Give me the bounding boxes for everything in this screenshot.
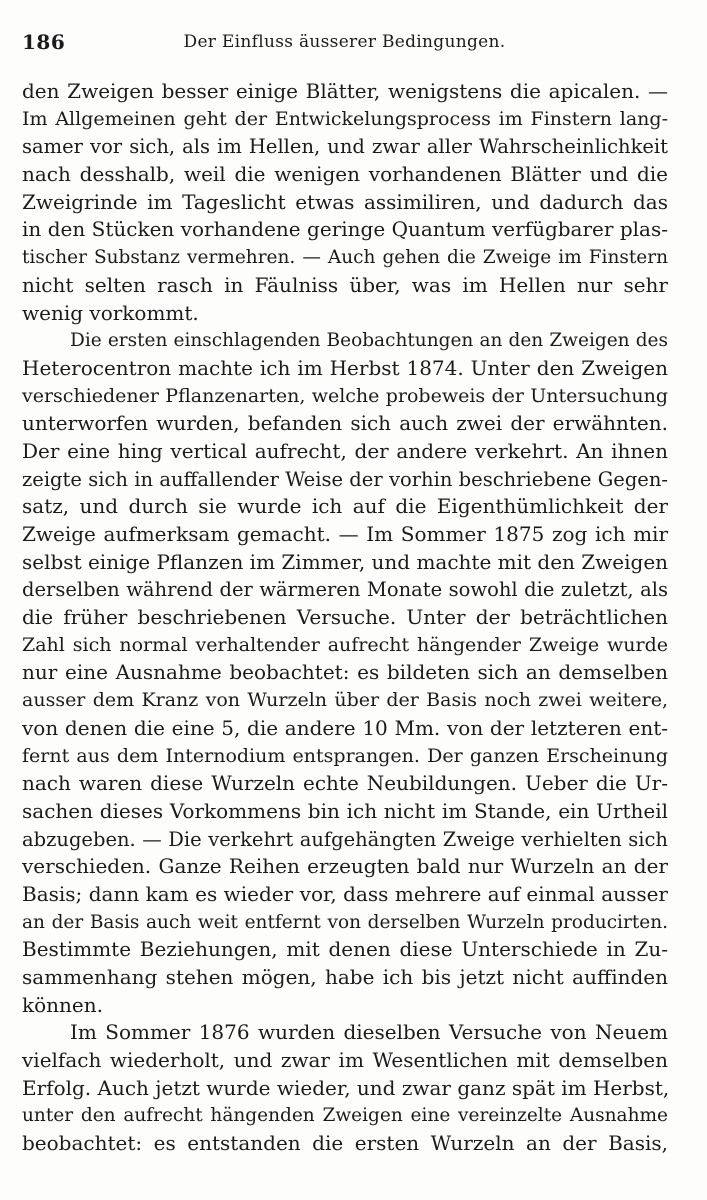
- text-line: von denen die eine 5, die andere 10 Mm. von der letzteren ent-: [22, 715, 668, 740]
- text-line: verschieden. Ganze Reihen erzeugten bald nur Wurzeln an der: [22, 854, 668, 879]
- text-line: können.: [22, 992, 103, 1017]
- text-line: fernt aus dem Internodium entsprangen. Der ganzen Erscheinung: [22, 744, 668, 767]
- text-line: Der eine hing vertical aufrecht, der andere verkehrt. An ihnen: [22, 438, 668, 463]
- text-line: den Zweigen besser einige Blätter, wenigstens die apicalen. —: [22, 79, 668, 103]
- text-line: derselben während der wärmeren Monate sowohl die zuletzt, als: [22, 578, 668, 602]
- text-line: selbst einige Pflanzen im Zimmer, und machte mit den Zweigen: [22, 549, 669, 574]
- text-line: Heterocentron machte ich im Herbst 1874. Unter den Zweigen: [22, 355, 668, 380]
- text-line: zeigte sich in auffallender Weise der vorhin beschriebene Gegen-: [22, 467, 668, 491]
- text-line: samer vor sich, als im Hellen, und zwar aller Wahrscheinlichkeit: [22, 135, 668, 159]
- text-line: nach desshalb, weil die wenigen vorhandenen Blätter und die: [22, 162, 668, 187]
- text-line: wenig vorkommt.: [22, 300, 199, 325]
- text-line: Im Sommer 1876 wurden dieselben Versuche von Neuem: [70, 1020, 668, 1045]
- text-line: Die ersten einschlagenden Beobachtungen an den Zweigen des: [70, 330, 668, 352]
- running-head: Der Einfluss äusserer Bedingungen.: [183, 32, 506, 52]
- text-line: beobachtet: es entstanden die ersten Wurzeln an der Basis,: [22, 1131, 668, 1156]
- text-line: Bestimmte Beziehungen, mit denen diese Unterschiede in Zu-: [22, 937, 668, 962]
- text-line: Zweige aufmerksam gemacht. — Im Sommer 1875 zog ich mir: [22, 522, 668, 546]
- body-text: [22, 78, 668, 1158]
- text-line: ausser dem Kranz von Wurzeln über der Basis noch zwei weitere,: [22, 689, 668, 712]
- text-line: nur eine Ausnahme beobachtet: es bildeten sich an demselben: [22, 660, 668, 685]
- text-line: sammenhang stehen mögen, habe ich bis jetzt nicht auffinden: [22, 965, 668, 989]
- text-line: in den Stücken vorhandene geringe Quantum verfügbarer plas-: [22, 217, 668, 242]
- text-line: tischer Substanz vermehren. — Auch gehen die Zweige im Finstern: [22, 247, 668, 269]
- text-line: vielfach wiederholt, und zwar im Wesentlichen mit demselben: [22, 1048, 668, 1073]
- text-line: verschiedener Pflanzenarten, welche probeweis der Untersuchung: [22, 384, 668, 407]
- text-line: Zahl sich normal verhaltender aufrecht hängender Zweige wurde: [22, 633, 668, 656]
- page-number: 186: [22, 30, 66, 54]
- paragraph: [22, 1019, 668, 1157]
- text-line: Erfolg. Auch jetzt wurde wieder, und zwar ganz spät im Herbst,: [22, 1075, 670, 1100]
- text-line: Zweigrinde im Tageslicht etwas assimiliren, und dadurch das: [22, 189, 668, 214]
- text-line: sachen dieses Vorkommens bin ich nicht im Stande, ein Urtheil: [22, 798, 668, 823]
- text-line: nach waren diese Wurzeln echte Neubildungen. Ueber die Ur-: [22, 771, 668, 796]
- paragraph: [22, 327, 668, 1019]
- page-header: [22, 30, 667, 60]
- text-line: an der Basis auch weit entfernt von derselben Wurzeln producirten.: [22, 911, 668, 933]
- text-line: unterworfen wurden, befanden sich auch zwei der erwähnten.: [22, 411, 668, 436]
- text-line: Basis; dann kam es wieder vor, dass mehrere auf einmal ausser: [22, 881, 668, 906]
- text-line: nicht selten rasch in Fäulniss über, was im Hellen nur sehr: [22, 272, 668, 297]
- text-line: satz, und durch sie wurde ich auf die Eigenthümlichkeit der: [22, 494, 668, 519]
- paragraph: [22, 78, 668, 327]
- text-line: Im Allgemeinen geht der Entwickelungsprocess im Finstern lang-: [22, 107, 668, 130]
- text-line: abzugeben. — Die verkehrt aufgehängten Zweige verhielten sich: [22, 827, 668, 851]
- text-line: die früher beschriebenen Versuche. Unter der beträchtlichen: [22, 605, 668, 630]
- text-line: unter den aufrecht hängenden Zweigen eine vereinzelte Ausnahme: [22, 1105, 668, 1127]
